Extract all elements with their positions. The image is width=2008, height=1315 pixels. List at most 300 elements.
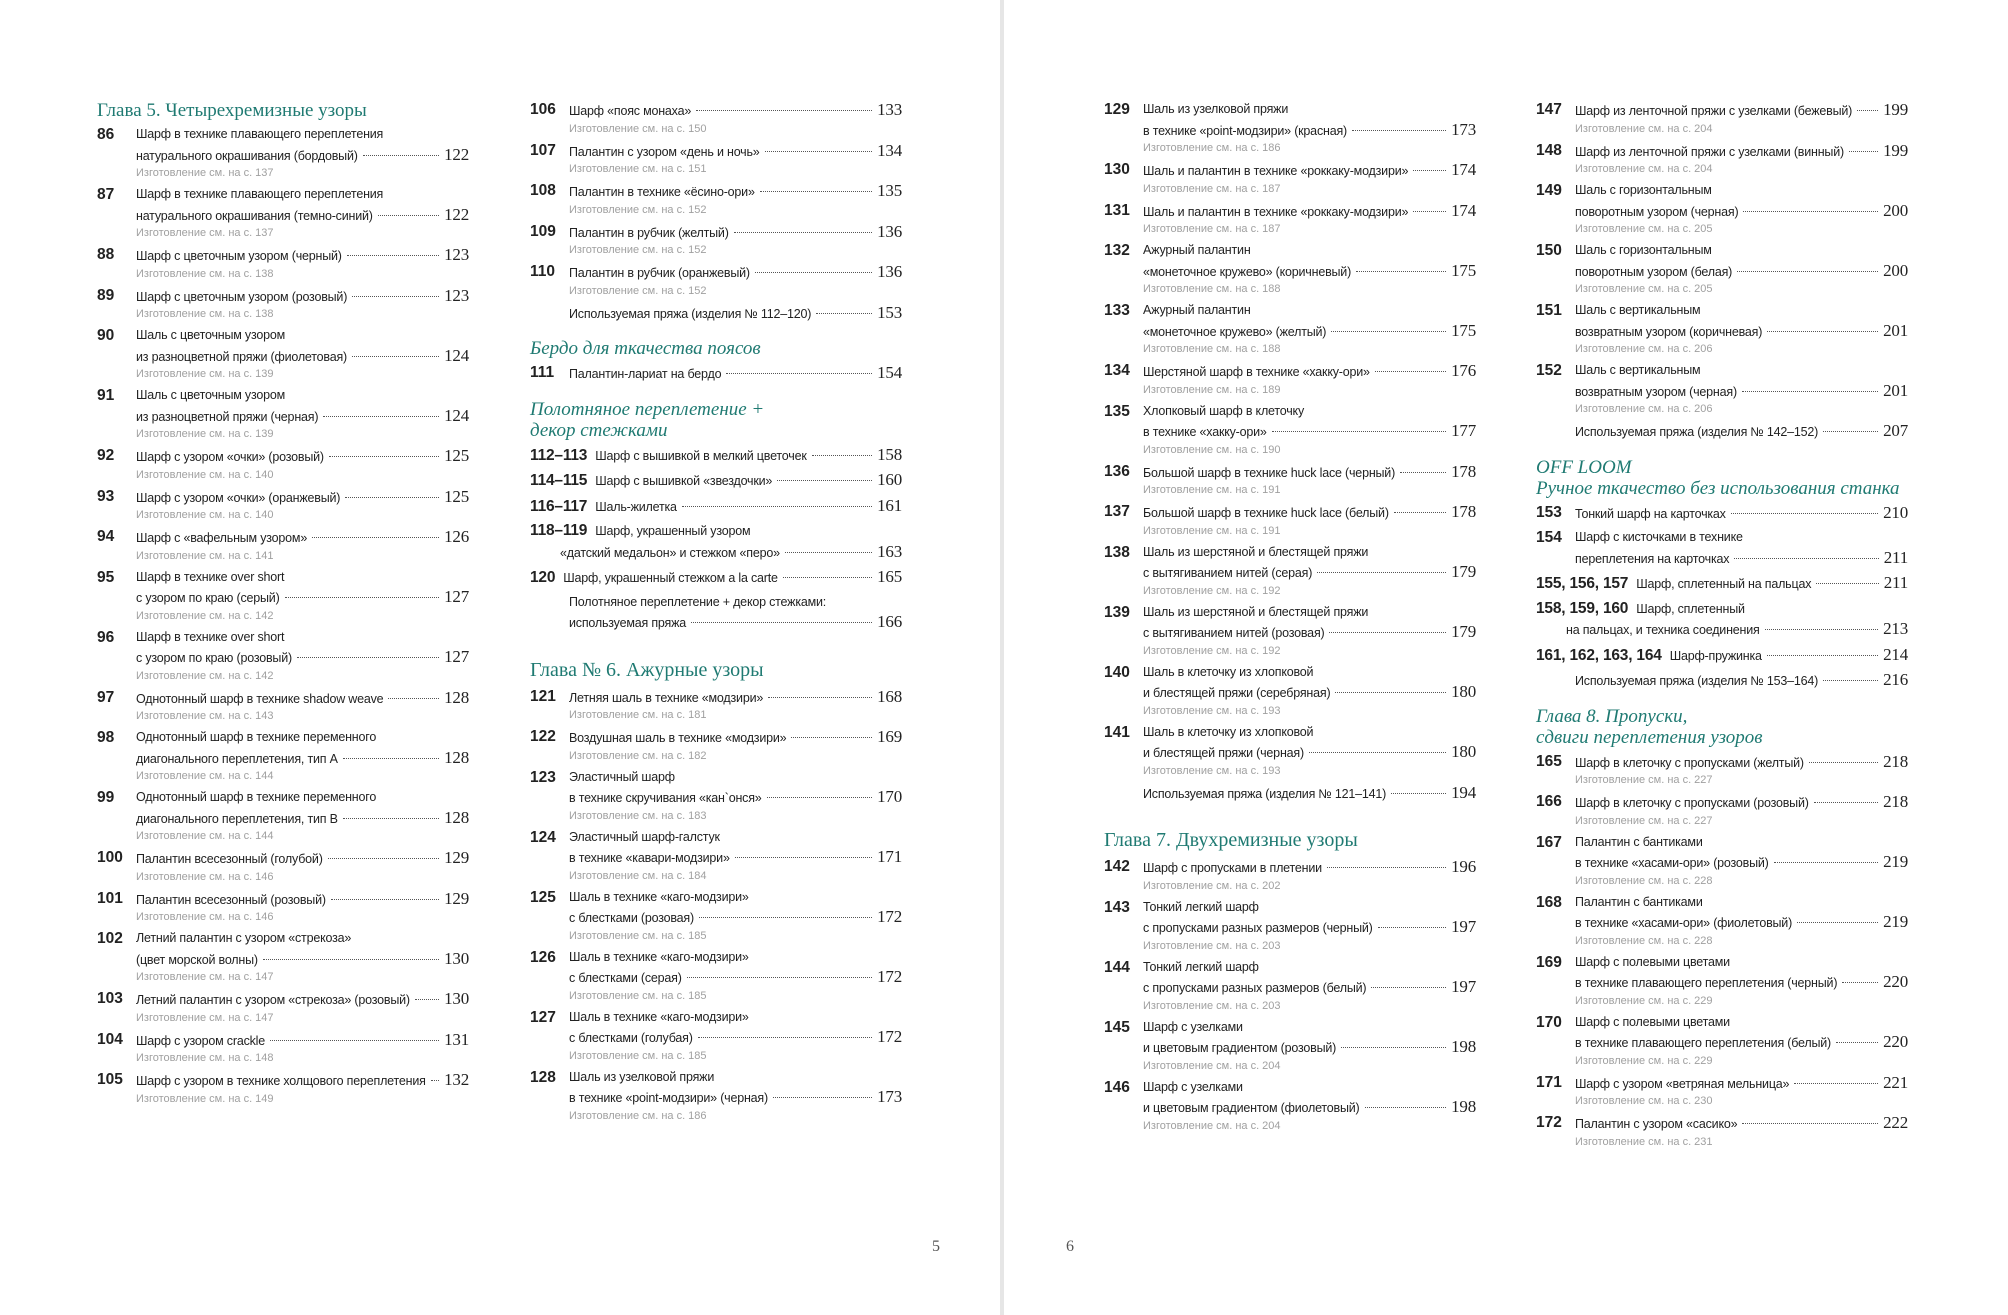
entry-line bbox=[1575, 201, 1908, 223]
entry-note: Изготовление см. на с. 138 bbox=[136, 308, 274, 320]
entry-line bbox=[136, 1030, 469, 1052]
entry-line bbox=[1575, 1073, 1908, 1095]
entry-number: 158, 159, 160 bbox=[1536, 599, 1629, 617]
entry-number: 94 bbox=[97, 528, 115, 545]
toc-entry bbox=[530, 181, 902, 218]
dot-leader bbox=[773, 1097, 872, 1098]
entry-line bbox=[136, 487, 469, 509]
dot-leader bbox=[343, 758, 439, 759]
entry-number: 167 bbox=[1536, 833, 1562, 851]
entry-number: 166 bbox=[1536, 793, 1562, 810]
entry-title: Тонкий шарф на карточках bbox=[1575, 506, 1726, 521]
entry-number: 101 bbox=[97, 889, 123, 907]
dot-leader bbox=[812, 455, 872, 456]
entry-title: Однотонный шарф в технике shadow weave bbox=[136, 691, 384, 706]
entry-note: Изготовление см. на с. 139 bbox=[136, 428, 274, 440]
entry-line bbox=[1143, 1097, 1476, 1119]
entry-line bbox=[530, 521, 902, 542]
entry-title: Шарф с узором «ветряная мельница» bbox=[1575, 1076, 1790, 1091]
entry-line bbox=[1143, 1037, 1476, 1059]
entry-page: 122 bbox=[444, 144, 469, 164]
entry-page: 165 bbox=[877, 567, 902, 586]
toc-entry bbox=[1104, 502, 1476, 539]
entry-number: 89 bbox=[97, 286, 115, 304]
toc-entry bbox=[1104, 958, 1476, 1014]
toc-entry bbox=[530, 948, 902, 1004]
dot-leader bbox=[1331, 331, 1446, 332]
entry-title: Шарф с узором «очки» (оранжевый) bbox=[136, 490, 341, 505]
entry-page: 161 bbox=[877, 495, 902, 515]
entry-number: 155, 156, 157 bbox=[1536, 575, 1629, 592]
entry-line bbox=[1143, 958, 1476, 978]
entry-line bbox=[530, 567, 902, 589]
entry-page: 201 bbox=[1883, 320, 1908, 340]
entry-line bbox=[530, 470, 902, 492]
entry-title: с блестками (серая) bbox=[569, 971, 682, 985]
entry-line bbox=[1143, 663, 1476, 683]
dot-leader bbox=[1823, 680, 1878, 681]
dot-leader bbox=[691, 622, 872, 623]
entry-page: 179 bbox=[1451, 622, 1476, 641]
toc-entry bbox=[1104, 898, 1476, 954]
entry-page: 179 bbox=[1451, 562, 1476, 581]
toc-entry bbox=[1104, 201, 1476, 238]
entry-note: Изготовление см. на с. 152 bbox=[569, 284, 707, 297]
entry-line bbox=[1143, 462, 1476, 484]
entry-number: 118–119 bbox=[530, 522, 588, 539]
entry-page: 175 bbox=[1451, 320, 1476, 340]
entry-note: Изготовление см. на с. 140 bbox=[136, 509, 274, 521]
entry-note: Изготовление см. на с. 188 bbox=[1143, 343, 1281, 355]
entry-title: и цветовым градиентом (фиолетовый) bbox=[1143, 1101, 1360, 1115]
entry-title: на пальцах, и техника соединения bbox=[1566, 623, 1760, 637]
dot-leader bbox=[1341, 1047, 1446, 1048]
entry-title: в технике плавающего переплетения (черный) bbox=[1575, 976, 1838, 990]
entry-line bbox=[569, 828, 902, 848]
entry-title: Шарф в клеточку с пропусками (розовый) bbox=[1575, 796, 1809, 810]
entry-line bbox=[569, 787, 902, 809]
dot-leader bbox=[755, 272, 872, 273]
entry-note: Изготовление см. на с. 206 bbox=[1575, 343, 1713, 355]
entry-note: Изготовление см. на с. 146 bbox=[136, 911, 274, 923]
entry-page: 198 bbox=[1451, 1037, 1476, 1056]
entry-number: 97 bbox=[97, 688, 115, 706]
entry-title: Ажурный палантин bbox=[1143, 303, 1251, 317]
entry-line bbox=[569, 1008, 902, 1028]
entry-note: Изготовление см. на с. 143 bbox=[136, 710, 274, 722]
entry-title: Шаль с цветочным узором bbox=[136, 328, 286, 342]
entry-title: Шарф с узелками bbox=[1143, 1079, 1243, 1094]
toc-entry bbox=[1536, 361, 1908, 417]
dot-leader bbox=[698, 1037, 872, 1038]
entry-page: 128 bbox=[444, 807, 469, 827]
entry-note: Изготовление см. на с. 227 bbox=[1575, 814, 1713, 827]
entry-title: Шаль в технике «каго-модзири» bbox=[569, 1009, 749, 1024]
entry-page: 216 bbox=[1883, 670, 1908, 689]
toc-entry bbox=[97, 1030, 469, 1067]
entry-note: Изготовление см. на с. 139 bbox=[136, 368, 274, 380]
entry-title: Шаль-жилетка bbox=[595, 499, 677, 514]
entry-page: 218 bbox=[1883, 751, 1908, 771]
entry-title: с пропусками разных размеров (черный) bbox=[1143, 921, 1373, 935]
entry-note: Изготовление см. на с. 183 bbox=[569, 809, 707, 822]
toc-entry bbox=[530, 567, 902, 589]
dot-leader bbox=[347, 255, 439, 256]
entry-title: Шарф-пружинка bbox=[1669, 648, 1762, 663]
entry-number: 98 bbox=[97, 729, 115, 746]
entry-page: 154 bbox=[877, 363, 902, 382]
toc-entry bbox=[1104, 663, 1476, 719]
entry-note: Изготовление см. на с. 148 bbox=[136, 1052, 274, 1064]
entry-line bbox=[1575, 833, 1908, 853]
entry-number: 92 bbox=[97, 447, 115, 464]
entry-note: Изготовление см. на с. 204 bbox=[1575, 122, 1713, 135]
entry-title: Шарф в технике over short bbox=[136, 629, 285, 644]
dot-leader bbox=[1742, 1123, 1878, 1124]
entry-page: 199 bbox=[1883, 140, 1908, 160]
entry-note: Изготовление см. на с. 230 bbox=[1575, 1095, 1713, 1107]
toc-entry bbox=[530, 100, 902, 137]
toc-entry bbox=[97, 1070, 469, 1107]
entry-note: Изготовление см. на с. 227 bbox=[1575, 774, 1713, 786]
entry-line bbox=[1143, 603, 1476, 623]
entry-page: 178 bbox=[1451, 502, 1476, 521]
entry-number: 109 bbox=[530, 222, 556, 240]
entry-line bbox=[1575, 1013, 1908, 1033]
entry-line bbox=[1575, 670, 1908, 692]
entry-page: 128 bbox=[444, 687, 469, 707]
entry-line bbox=[569, 727, 902, 749]
entry-note: Изготовление см. на с. 147 bbox=[136, 971, 274, 983]
entry-line bbox=[1143, 742, 1476, 764]
toc-entry bbox=[97, 487, 469, 524]
entry-number: 135 bbox=[1104, 402, 1130, 420]
dot-leader bbox=[1272, 431, 1446, 432]
entry-page: 158 bbox=[877, 444, 902, 464]
entry-title: (цвет морской волны) bbox=[136, 952, 258, 967]
entry-line bbox=[569, 967, 902, 989]
entry-title: Шаль в технике «каго-модзири» bbox=[569, 949, 749, 964]
dot-leader bbox=[323, 416, 439, 417]
dot-leader bbox=[1309, 752, 1446, 753]
entry-note: Изготовление см. на с. 184 bbox=[569, 869, 707, 882]
entry-number: 93 bbox=[97, 487, 115, 505]
entry-line bbox=[1143, 1078, 1476, 1098]
entry-title: Используемая пряжа (изделия № 142–152) bbox=[1575, 425, 1819, 439]
toc-entry bbox=[1536, 1113, 1908, 1150]
toc-entry bbox=[1536, 1073, 1908, 1110]
entry-page: 196 bbox=[1451, 857, 1476, 876]
toc-entry bbox=[530, 687, 902, 724]
entry-title: Используемая пряжа (изделия № 153–164) bbox=[1575, 674, 1819, 688]
section-heading: Глава 7. Двухремизные узоры bbox=[1104, 829, 1358, 851]
entry-title: Шарф с узором «очки» (розовый) bbox=[136, 450, 324, 464]
dot-leader bbox=[1329, 632, 1446, 633]
entry-page: 130 bbox=[444, 948, 469, 968]
right-page bbox=[1004, 0, 2008, 1315]
entry-page: 129 bbox=[444, 888, 469, 908]
entry-note: Изготовление см. на с. 205 bbox=[1575, 223, 1713, 235]
entry-line bbox=[1143, 301, 1476, 321]
entry-number: 137 bbox=[1104, 503, 1130, 520]
toc-entry bbox=[97, 929, 469, 985]
entry-number: 88 bbox=[97, 246, 115, 263]
toc-entry bbox=[530, 363, 902, 385]
entry-note: Изготовление см. на с. 186 bbox=[1143, 142, 1281, 154]
entry-number: 142 bbox=[1104, 858, 1130, 875]
dot-leader bbox=[1823, 431, 1878, 432]
entry-title: Хлопковый шарф в клеточку bbox=[1143, 403, 1305, 418]
entry-number: 153 bbox=[1536, 503, 1562, 521]
toc-entry bbox=[1536, 792, 1908, 829]
entry-title: возвратным узором (коричневая) bbox=[1575, 324, 1763, 339]
dot-leader bbox=[726, 373, 872, 374]
entry-title: используемая пряжа bbox=[569, 616, 686, 630]
entry-number: 100 bbox=[97, 849, 123, 866]
toc-entry bbox=[1536, 833, 1908, 889]
entry-title: с вытягиванием нитей (серая) bbox=[1143, 566, 1313, 580]
entry-title: переплетения на карточках bbox=[1575, 551, 1730, 566]
entry-number: 131 bbox=[1104, 201, 1130, 219]
toc-entry bbox=[530, 303, 902, 325]
entry-line bbox=[136, 848, 469, 870]
entry-line bbox=[1143, 201, 1476, 223]
entry-title: Шарф, украшенный узором bbox=[595, 524, 751, 538]
entry-page: 166 bbox=[877, 612, 902, 631]
entry-number: 90 bbox=[97, 327, 115, 344]
entry-title: Воздушная шаль в технике «модзири» bbox=[569, 731, 787, 745]
entry-title: Палантин с узором «день и ночь» bbox=[569, 144, 760, 159]
toc-entry bbox=[1536, 893, 1908, 949]
entry-title: Шарф с «вафельным узором» bbox=[136, 531, 308, 545]
section-heading: OFF LOOM Ручное ткачество без использования станка bbox=[1536, 456, 1900, 499]
entry-note: Изготовление см. на с. 190 bbox=[1143, 443, 1281, 456]
entry-line bbox=[136, 205, 469, 227]
dot-leader bbox=[1413, 211, 1446, 212]
entry-line bbox=[136, 949, 469, 971]
entry-number: 86 bbox=[97, 126, 115, 143]
dot-leader bbox=[1394, 512, 1446, 513]
entry-number: 102 bbox=[97, 930, 123, 947]
dot-leader bbox=[767, 797, 873, 798]
entry-title: Шаль из шерстяной и блестящей пряжи bbox=[1143, 544, 1369, 559]
entry-page: 160 bbox=[877, 470, 902, 489]
entry-title: Эластичный шарф bbox=[569, 769, 675, 784]
entry-number: 116–117 bbox=[530, 497, 588, 515]
entry-note: Изготовление см. на с. 142 bbox=[136, 669, 274, 682]
entry-page: 211 bbox=[1883, 547, 1908, 567]
entry-title: Шарф с пропусками в плетении bbox=[1143, 861, 1322, 875]
entry-number: 146 bbox=[1104, 1078, 1130, 1096]
entry-note: Изготовление см. на с. 140 bbox=[136, 468, 274, 481]
dot-leader bbox=[1743, 211, 1878, 212]
dot-leader bbox=[1814, 802, 1878, 803]
toc-entry bbox=[1104, 1018, 1476, 1074]
entry-page: 132 bbox=[444, 1070, 469, 1089]
entry-title: Шерстяной шарф в технике «хакку-ори» bbox=[1143, 365, 1370, 379]
dot-leader bbox=[765, 151, 873, 152]
entry-page: 197 bbox=[1451, 917, 1476, 936]
entry-note: Изготовление см. на с. 185 bbox=[569, 989, 707, 1002]
entry-title: диагонального переплетения, тип В bbox=[136, 811, 338, 826]
entry-line bbox=[136, 989, 469, 1011]
entry-number: 161, 162, 163, 164 bbox=[1536, 646, 1662, 664]
section-heading: Глава 8. Пропуски, сдвиги переплетения узоров bbox=[1536, 705, 1763, 748]
dot-leader bbox=[1836, 1042, 1878, 1043]
entry-page: 176 bbox=[1451, 361, 1476, 380]
dot-leader bbox=[270, 1040, 439, 1041]
entry-title: «монеточное кружево» (коричневый) bbox=[1143, 264, 1352, 279]
entry-number: 125 bbox=[530, 888, 556, 906]
entry-page: 172 bbox=[877, 907, 902, 926]
entry-title: Шарф с узелками bbox=[1143, 1019, 1243, 1034]
entry-title: Палантин в рубчик (желтый) bbox=[569, 225, 729, 240]
entry-number: 96 bbox=[97, 628, 115, 646]
toc-entry bbox=[97, 889, 469, 926]
entry-note: Изготовление см. на с. 187 bbox=[1143, 182, 1281, 195]
entry-note: Изготовление см. на с. 144 bbox=[136, 830, 274, 842]
entry-line bbox=[569, 262, 902, 284]
entry-note: Изготовление см. на с. 146 bbox=[136, 870, 274, 883]
entry-title: Тонкий легкий шарф bbox=[1143, 899, 1259, 914]
dot-leader bbox=[378, 215, 439, 216]
toc-entry bbox=[97, 326, 469, 382]
entry-title: Шарф, украшенный стежком a la carte bbox=[563, 571, 778, 585]
entry-number: 128 bbox=[530, 1068, 556, 1086]
entry-title: Однотонный шарф в технике переменного bbox=[136, 730, 377, 744]
entry-title: поворотным узором (белая) bbox=[1575, 264, 1733, 279]
toc-entry bbox=[97, 446, 469, 483]
entry-line bbox=[136, 346, 469, 368]
entry-page: 218 bbox=[1883, 792, 1908, 811]
entry-line bbox=[1143, 100, 1476, 120]
dot-leader bbox=[345, 497, 439, 498]
entry-note: Изготовление см. на с. 203 bbox=[1143, 939, 1281, 952]
entry-line bbox=[569, 768, 902, 788]
entry-number: 108 bbox=[530, 182, 556, 199]
dot-leader bbox=[816, 313, 872, 314]
entry-page: 135 bbox=[877, 181, 902, 200]
dot-leader bbox=[263, 959, 439, 960]
entry-line bbox=[1536, 619, 1908, 641]
toc-entry bbox=[97, 125, 469, 181]
entry-note: Изготовление см. на с. 193 bbox=[1143, 704, 1281, 717]
entry-title: Шарф в технике плавающего переплетения bbox=[136, 187, 384, 201]
entry-title: Шарф с вышивкой «звездочки» bbox=[595, 474, 773, 488]
entry-page: 220 bbox=[1883, 1032, 1908, 1051]
entry-title: и цветовым градиентом (розовый) bbox=[1143, 1041, 1337, 1055]
entry-note: Изготовление см. на с. 150 bbox=[569, 122, 707, 135]
dot-leader bbox=[1774, 862, 1878, 863]
entry-line bbox=[1575, 912, 1908, 934]
entry-line bbox=[569, 1068, 902, 1088]
entry-number: 139 bbox=[1104, 603, 1130, 621]
entry-title: Шаль с вертикальным bbox=[1575, 363, 1701, 377]
entry-line bbox=[569, 363, 902, 385]
entry-page: 180 bbox=[1451, 682, 1476, 701]
entry-number: 126 bbox=[530, 948, 556, 966]
entry-page: 175 bbox=[1451, 260, 1476, 280]
dot-leader bbox=[687, 977, 872, 978]
entry-page: 124 bbox=[444, 405, 469, 425]
entry-number: 149 bbox=[1536, 182, 1562, 199]
entry-line bbox=[136, 587, 469, 609]
toc-entry bbox=[97, 568, 469, 624]
entry-line bbox=[1575, 261, 1908, 283]
entry-number: 138 bbox=[1104, 543, 1130, 561]
dot-leader bbox=[1335, 692, 1446, 693]
entry-line bbox=[136, 808, 469, 830]
entry-number: 99 bbox=[97, 789, 115, 806]
entry-page: 213 bbox=[1883, 619, 1908, 638]
entry-title: Шарф с узором в технике холщового переплетения bbox=[136, 1074, 426, 1088]
entry-title: Летний палантин с узором «стрекоза» (розовый) bbox=[136, 993, 410, 1007]
dot-leader bbox=[696, 110, 872, 111]
entry-page: 153 bbox=[877, 302, 902, 322]
entry-number: 152 bbox=[1536, 362, 1562, 379]
entry-number: 151 bbox=[1536, 302, 1562, 319]
entry-title: Используемая пряжа (изделия № 121–141) bbox=[1143, 786, 1387, 801]
entry-line bbox=[136, 788, 469, 808]
entry-title: Используемая пряжа (изделия № 112–120) bbox=[569, 306, 812, 321]
entry-line bbox=[569, 222, 902, 244]
entry-number: 104 bbox=[97, 1030, 123, 1048]
dot-leader bbox=[1400, 472, 1446, 473]
entry-line bbox=[1575, 503, 1908, 525]
entry-page: 173 bbox=[877, 1087, 902, 1106]
entry-page: 214 bbox=[1883, 644, 1908, 664]
dot-leader bbox=[682, 506, 872, 507]
entry-number: 121 bbox=[530, 687, 556, 705]
entry-line bbox=[1143, 402, 1476, 422]
toc-entry bbox=[530, 521, 902, 563]
toc-entry bbox=[530, 141, 902, 178]
toc-entry bbox=[1104, 402, 1476, 458]
entry-note: Изготовление см. на с. 152 bbox=[569, 244, 707, 256]
entry-line bbox=[1575, 100, 1908, 122]
entry-line bbox=[530, 542, 902, 564]
entry-line bbox=[1575, 852, 1908, 874]
entry-number: 145 bbox=[1104, 1018, 1130, 1036]
entry-number: 130 bbox=[1104, 161, 1130, 178]
entry-line bbox=[569, 687, 902, 709]
entry-line bbox=[1143, 562, 1476, 584]
entry-line bbox=[136, 628, 469, 648]
entry-page: 130 bbox=[444, 989, 469, 1008]
toc-entry bbox=[1536, 528, 1908, 569]
entry-title: в технике плавающего переплетения (белый) bbox=[1575, 1036, 1832, 1050]
entry-line bbox=[1575, 1113, 1908, 1135]
entry-title: Шарф в клеточку с пропусками (желтый) bbox=[1575, 755, 1804, 770]
entry-line bbox=[569, 303, 902, 325]
toc-entry bbox=[1536, 141, 1908, 178]
entry-page: 136 bbox=[877, 221, 902, 241]
entry-line bbox=[1575, 972, 1908, 994]
entry-title: Ажурный палантин bbox=[1143, 243, 1251, 257]
entry-page: 171 bbox=[877, 847, 902, 866]
entry-note: Изготовление см. на с. 191 bbox=[1143, 524, 1281, 537]
dot-leader bbox=[1849, 151, 1878, 152]
entry-note: Изготовление см. на с. 181 bbox=[569, 709, 707, 721]
entry-note: Изготовление см. на с. 137 bbox=[136, 167, 274, 179]
entry-page: 122 bbox=[444, 204, 469, 224]
entry-page: 133 bbox=[877, 100, 902, 119]
entry-page: 170 bbox=[877, 787, 902, 806]
entry-title: с узором по краю (серый) bbox=[136, 591, 280, 605]
entry-line bbox=[1536, 573, 1908, 595]
dot-leader bbox=[768, 697, 872, 698]
entry-line bbox=[136, 1070, 469, 1092]
